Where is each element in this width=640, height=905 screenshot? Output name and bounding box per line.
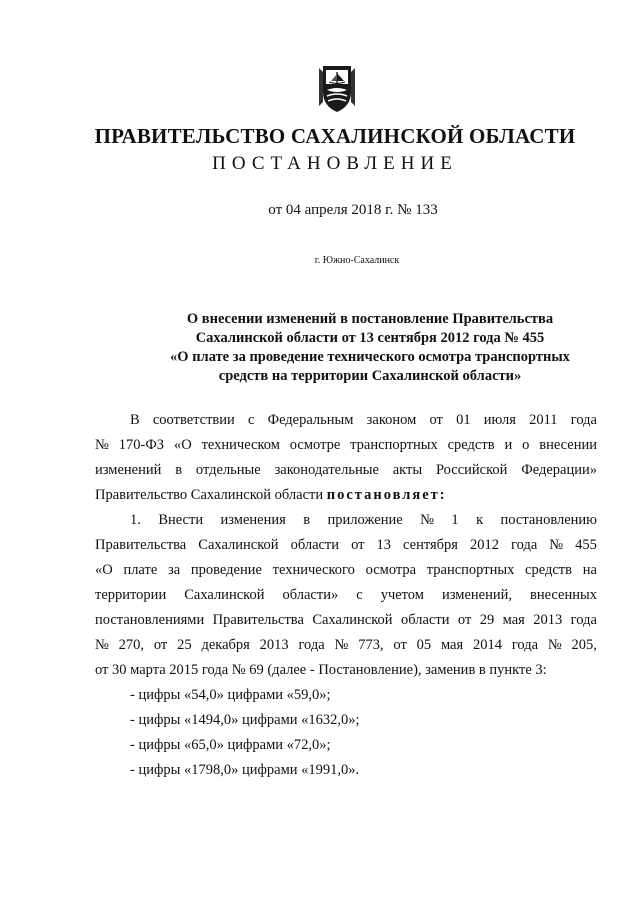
word: с [356, 587, 363, 603]
word: 13 [376, 537, 392, 553]
word: № [95, 437, 109, 453]
word: от [393, 637, 407, 653]
word: года [570, 412, 597, 428]
word: Сахалинской [184, 587, 265, 603]
word: 270, [118, 637, 145, 653]
word: мая [440, 637, 464, 653]
word: постановлению [500, 512, 597, 528]
word: года [511, 637, 539, 653]
word: законом [366, 412, 417, 428]
word: 2013 [259, 637, 289, 653]
word: средств [447, 437, 495, 453]
word: на [582, 562, 597, 578]
word: изменений [95, 462, 162, 478]
word: в [175, 462, 183, 478]
paragraph-line [95, 483, 597, 508]
paragraph-line [95, 608, 597, 633]
paragraph-line [95, 458, 597, 483]
title-line: Сахалинской области от 13 сентября 2012 года № 455 [195, 330, 545, 346]
word: 1. [130, 512, 141, 528]
paragraph-line [95, 433, 597, 458]
coat-of-arms-emblem-icon [317, 62, 357, 114]
word: осмотра [365, 562, 417, 578]
word: года [298, 637, 325, 653]
word: внесенных [530, 587, 597, 603]
word: сентября [403, 537, 458, 553]
word: соответствии [152, 412, 235, 428]
resolution-subject: Правительство Сахалинской области [95, 487, 324, 503]
word: Федерации» [521, 462, 597, 478]
word: июля [483, 412, 516, 428]
word: транспортных [426, 562, 515, 578]
word: осмотре [289, 437, 341, 453]
word: № [95, 637, 109, 653]
document-title [150, 310, 590, 386]
word: 2011 [529, 412, 558, 428]
word: технического [272, 562, 355, 578]
word: «О [173, 437, 192, 453]
word: года [511, 537, 538, 553]
word: и [504, 437, 513, 453]
replacement-item: - цифры «1798,0» цифрами «1991,0». [130, 762, 360, 778]
word: Сахалинской [312, 612, 393, 628]
word: № [420, 512, 434, 528]
word: техническом [201, 437, 280, 453]
word: постановлениями [95, 612, 205, 628]
word: с [247, 412, 255, 428]
word: области [290, 537, 340, 553]
word: за [167, 562, 181, 578]
paragraph-line [95, 583, 597, 608]
paragraph-line [95, 633, 597, 658]
word: к [476, 512, 484, 528]
paragraph-line: от 30 марта 2015 года № 69 (далее - Постановление), заменив в пункте 3: [95, 662, 547, 678]
word: от [457, 612, 472, 628]
word: 2013 [533, 612, 563, 628]
paragraph-line [95, 533, 597, 558]
word: 773, [358, 637, 384, 653]
word: 25 [177, 637, 192, 653]
document-type: ПОСТАНОВЛЕНИЕ [212, 153, 458, 174]
word: территории [95, 587, 167, 603]
word: 05 [416, 637, 432, 653]
paragraph-line [95, 558, 597, 583]
organization-title: ПРАВИТЕЛЬСТВО САХАЛИНСКОЙ ОБЛАСТИ [94, 124, 576, 148]
word: Федеральным [267, 412, 354, 428]
paragraph-line [95, 408, 597, 433]
word: внесении [539, 437, 597, 453]
resolution-action: постановляет: [326, 487, 447, 503]
word: 29 [479, 612, 495, 628]
word: Российской [435, 462, 508, 478]
word: области» [282, 587, 339, 603]
word: законодательные [274, 462, 379, 478]
word: изменения [220, 512, 286, 528]
word: Сахалинской [198, 537, 279, 553]
word: средств [525, 562, 572, 578]
word: о [522, 437, 530, 453]
word: 205, [571, 637, 597, 653]
word: от [351, 537, 365, 553]
word: мая [502, 612, 525, 628]
word: декабря [201, 637, 250, 653]
word: 2014 [472, 637, 502, 653]
word: Внести [158, 512, 204, 528]
word: от [429, 412, 443, 428]
word: отдельные [195, 462, 261, 478]
date-and-number: от 04 апреля 2018 г. № 133 [268, 202, 438, 218]
word: учетом [380, 587, 424, 603]
word: «О [95, 562, 113, 578]
word: 1 [451, 512, 459, 528]
replacement-item: - цифры «54,0» цифрами «59,0»; [130, 687, 331, 703]
document-body [95, 408, 597, 783]
word: 170-ФЗ [118, 437, 165, 453]
word: В [130, 412, 140, 428]
word: изменений, [441, 587, 512, 603]
city-name: г. Южно-Сахалинск [314, 255, 400, 266]
title-line: средств на территории Сахалинской области» [218, 368, 522, 384]
word: № [334, 637, 349, 653]
word: акты [392, 462, 423, 478]
title-line: «О плате за проведение технического осмотра транспортных [170, 349, 570, 365]
word: № [549, 537, 564, 553]
word: 2012 [470, 537, 499, 553]
word: 01 [456, 412, 471, 428]
title-line: О внесении изменений в постановление Правительства [186, 311, 554, 327]
word: года [570, 612, 597, 628]
word: области [400, 612, 450, 628]
word: 455 [575, 537, 597, 553]
word: плате [123, 562, 158, 578]
word: транспортных [350, 437, 438, 453]
word: приложение [327, 512, 403, 528]
word: Правительства [95, 537, 187, 553]
word: Правительства [212, 612, 304, 628]
word: проведение [190, 562, 262, 578]
word: № [547, 637, 562, 653]
replacement-item: - цифры «65,0» цифрами «72,0»; [130, 737, 331, 753]
replacement-item: - цифры «1494,0» цифрами «1632,0»; [130, 712, 360, 728]
word: от [153, 637, 168, 653]
word: в [303, 512, 311, 528]
paragraph-line [95, 508, 597, 533]
